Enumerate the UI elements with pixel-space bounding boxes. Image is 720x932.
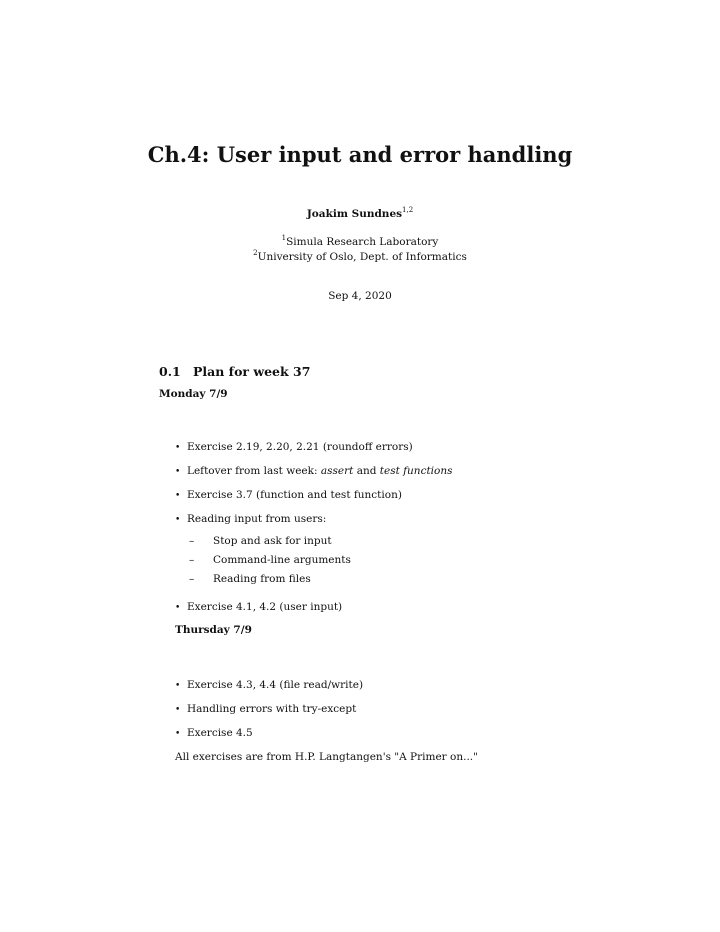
list-item: • Exercise 4.5: [175, 727, 253, 739]
list-item: • Exercise 3.7 (function and test function): [175, 489, 402, 501]
author-affiliation-marks: 1,2: [402, 206, 414, 214]
affiliation-mark: 2: [253, 249, 258, 257]
subheading-monday: Monday 7/9: [159, 388, 228, 400]
affiliation-2: [0, 249, 720, 263]
section-title: Plan for week 37: [193, 364, 311, 379]
affiliation-1: [0, 234, 720, 248]
affiliation-mark: 1: [281, 234, 287, 242]
bullet-icon: •: [175, 491, 181, 501]
bullet-icon: •: [175, 443, 181, 453]
list-item: • Leftover from last week: assert and test functions: [175, 465, 453, 477]
bullet-icon: •: [175, 729, 181, 739]
affiliation-text: University of Oslo, Dept. of Informatics: [257, 251, 467, 263]
document-date: Sep 4, 2020: [328, 290, 392, 302]
dash-icon: –: [189, 554, 195, 566]
author-name: Joakim Sundnes: [306, 208, 403, 220]
list-item: • Exercise 4.3, 4.4 (file read/write): [175, 679, 364, 691]
list-item: • Exercise 2.19, 2.20, 2.21 (roundoff errors): [175, 441, 413, 453]
affiliation-text: Simula Research Laboratory: [286, 236, 439, 248]
list-item: • Exercise 4.1, 4.2 (user input): [175, 601, 343, 613]
bullet-icon: •: [175, 603, 181, 613]
dash-icon: –: [189, 573, 195, 585]
sub-list-item: – Stop and ask for input: [189, 535, 332, 547]
bullet-icon: •: [175, 515, 181, 525]
subheading-thursday: Thursday 7/9: [175, 624, 252, 636]
section-heading: [159, 364, 310, 379]
sub-list-item: – Command-line arguments: [189, 554, 351, 566]
list-item: • Reading input from users:: [175, 513, 327, 525]
dash-icon: –: [189, 535, 195, 547]
bullet-icon: •: [175, 705, 181, 715]
author: [0, 206, 720, 220]
section-number: 0.1: [159, 364, 181, 379]
sub-list-item: – Reading from files: [189, 573, 311, 585]
bullet-icon: •: [175, 467, 181, 477]
footnote-text: All exercises are from H.P. Langtangen's "A Primer on...": [175, 751, 478, 763]
bullet-icon: •: [175, 681, 181, 691]
document-title: Ch.4: User input and error handling: [147, 142, 573, 167]
list-item: • Handling errors with try-except: [175, 703, 357, 715]
